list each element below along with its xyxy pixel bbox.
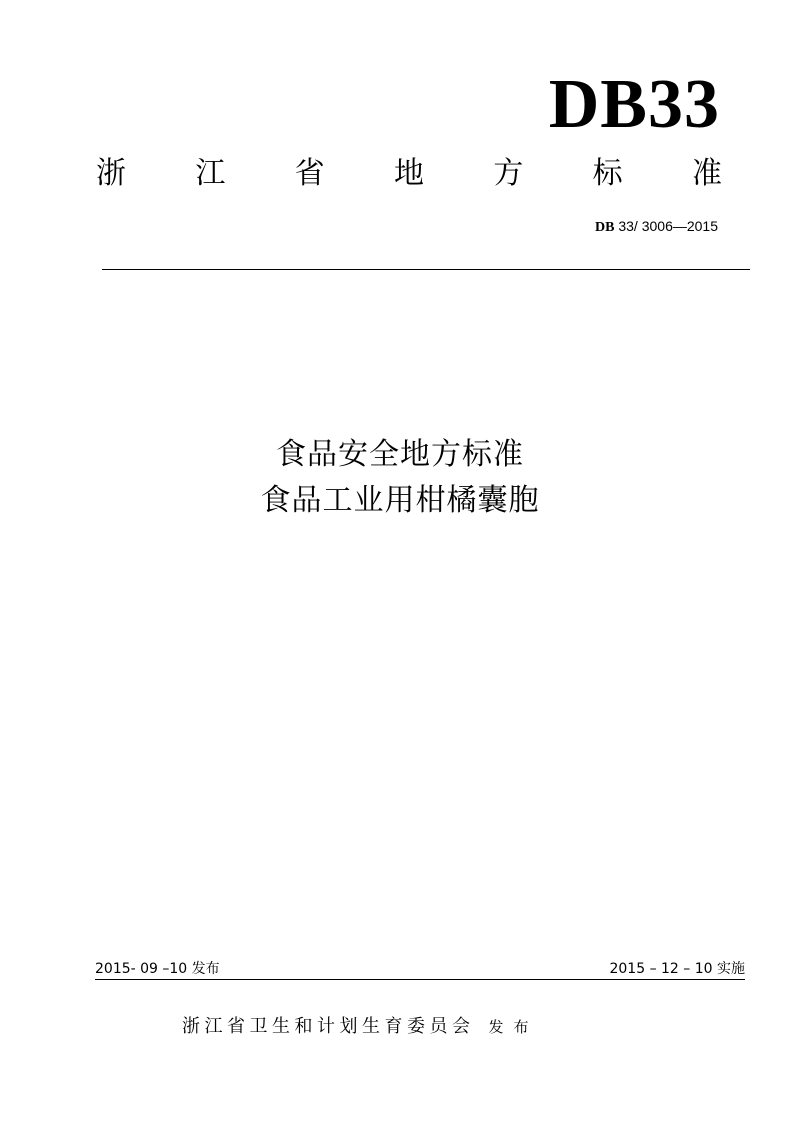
standard-type-char: 准 bbox=[691, 156, 722, 191]
effective-date: 2015 – 12 – 10 实施 bbox=[609, 961, 745, 977]
footer-divider bbox=[95, 979, 745, 980]
publisher-label: 发布 bbox=[488, 1018, 539, 1036]
standard-type-char: 标 bbox=[592, 156, 623, 191]
issue-date: 2015- 09 –10 发布 bbox=[95, 961, 220, 977]
publisher-name: 浙江省卫生和计划生育委员会 bbox=[182, 1016, 475, 1037]
standard-type-heading bbox=[96, 152, 722, 196]
standard-type-char: 省 bbox=[294, 156, 325, 191]
title-line-1: 食品安全地方标准 bbox=[276, 437, 524, 472]
standard-code: DB33 bbox=[548, 66, 720, 143]
standard-number bbox=[595, 216, 718, 238]
standard-number-prefix: DB bbox=[595, 220, 615, 235]
standard-type-char: 方 bbox=[493, 156, 524, 191]
publisher bbox=[182, 1014, 539, 1040]
standard-number-rest: 33/ 3006—2015 bbox=[614, 218, 718, 234]
date-row bbox=[95, 958, 745, 980]
document-title bbox=[0, 432, 800, 524]
standard-type-char: 浙 bbox=[96, 156, 126, 191]
title-line-2: 食品工业用柑橘囊胞 bbox=[260, 483, 540, 518]
header-divider bbox=[102, 269, 750, 270]
standard-type-char: 地 bbox=[393, 156, 424, 191]
standard-type-char: 江 bbox=[195, 156, 226, 191]
